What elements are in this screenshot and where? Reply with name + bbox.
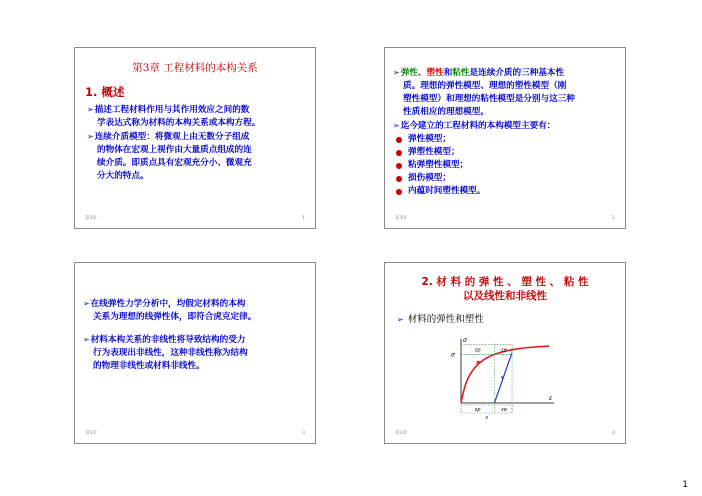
slide-number: 2 — [612, 216, 615, 221]
eps-p-bottom-label: εp — [474, 407, 481, 413]
text-line: 性质相应的理想模型。 — [403, 107, 489, 117]
section-title: 1. 概述 — [85, 85, 125, 99]
text-line: 质。理想的弹性模型、理想的塑性模型（刚 — [403, 81, 567, 91]
slide-number: 4 — [612, 431, 615, 436]
slide-footer: 第3章 — [85, 431, 97, 436]
chapter-title: 第3章 工程材料的本构关系 — [132, 62, 258, 74]
list-item: 弹性模型； — [393, 133, 575, 146]
text-rest: 是连续介质的三种基本性 — [469, 68, 565, 78]
slide-1-body — [87, 103, 260, 183]
model-list — [393, 133, 575, 198]
title-line: 以及线性和非线性 — [463, 290, 547, 302]
text-line: 描述工程材料作用与其作用效应之间的数 — [94, 105, 250, 115]
text-line: 的物体在宏观上视作由大量质点组成的连 — [97, 145, 252, 155]
text-line: 连续介质模型：将微观上由无数分子组成 — [94, 132, 250, 142]
list-item: 弹塑性模型； — [393, 146, 575, 159]
slide-4 — [384, 262, 626, 444]
text-sep: 、 — [417, 68, 427, 78]
arrow-bullet-icon: ➢ — [83, 335, 90, 344]
eps-e-top-label: εe — [501, 347, 508, 354]
slide-footer: 第3章 — [395, 216, 407, 221]
slide-4-title — [385, 275, 625, 303]
eps-total-label: ε — [485, 415, 489, 421]
slide-4-subtitle — [397, 311, 484, 325]
text-line: 的物理非线性或材料非线性。 — [93, 361, 205, 371]
list-item: 内蕴时间塑性模型。 — [393, 185, 575, 198]
list-item: 损伤模型； — [393, 172, 575, 185]
loading-curve — [461, 346, 549, 403]
slide-3-body — [83, 297, 256, 373]
term-viscous: 粘性 — [452, 68, 470, 78]
title-line: 2. 材 料 的 弹 性 、 塑 性 、 粘 性 — [421, 276, 589, 288]
arrow-bullet-icon: ➢ — [393, 68, 400, 77]
text-line: 行为表现出非线性，这种非线性称为结构 — [93, 348, 248, 358]
slide-number: 3 — [302, 431, 305, 436]
text-line: 材料本构关系的非线性将导致结构的受力 — [90, 335, 246, 345]
arrow-bullet-icon: ➢ — [393, 121, 400, 130]
arrow-bullet-icon: ➢ — [397, 315, 404, 324]
list-item: 粘弹塑性模型； — [393, 159, 575, 172]
sigma-level-label: σ — [451, 351, 455, 359]
stress-strain-chart — [439, 333, 559, 423]
slide-footer: 第3章 — [395, 431, 407, 436]
term-elastic: 弹性 — [400, 68, 418, 78]
page-number: 1 — [682, 480, 688, 490]
text-line: 学表达式称为材料的本构关系或本构方程。 — [97, 118, 261, 128]
slide-2-body — [393, 66, 575, 198]
eps-p-top-label: εp — [474, 347, 481, 354]
text-line: 在线弹性力学分析中，均假定材料的本构 — [90, 299, 246, 309]
sigma-axis-label: σ — [463, 337, 467, 344]
slide-footer: 第3章 — [85, 216, 97, 221]
arrow-bullet-icon: ➢ — [87, 132, 94, 141]
slide-3 — [74, 262, 316, 444]
subtitle-text: 材料的弹性和塑性 — [407, 314, 484, 325]
text-line: 分大的特点。 — [97, 171, 149, 181]
slide-number: 1 — [302, 216, 305, 221]
slide-1 — [74, 47, 316, 229]
term-plastic: 塑性 — [426, 68, 444, 78]
arrow-bullet-icon: ➢ — [87, 105, 94, 114]
eps-axis-label: ε — [549, 395, 553, 402]
text-line: 关系为理想的线弹性体，即符合虎克定律。 — [93, 312, 257, 322]
text-line: 续介质。即质点具有宏观充分小、微观充 — [97, 158, 252, 168]
slide-2 — [384, 47, 626, 229]
text-and: 和 — [443, 68, 453, 78]
eps-e-bottom-label: εe — [501, 407, 508, 413]
arrow-bullet-icon: ➢ — [83, 299, 90, 308]
text-line: 迄今建立的工程材料的本构模型主要有： — [400, 121, 556, 131]
text-line: 塑性模型）和理想的粘性模型是分别与这三种 — [403, 94, 575, 104]
